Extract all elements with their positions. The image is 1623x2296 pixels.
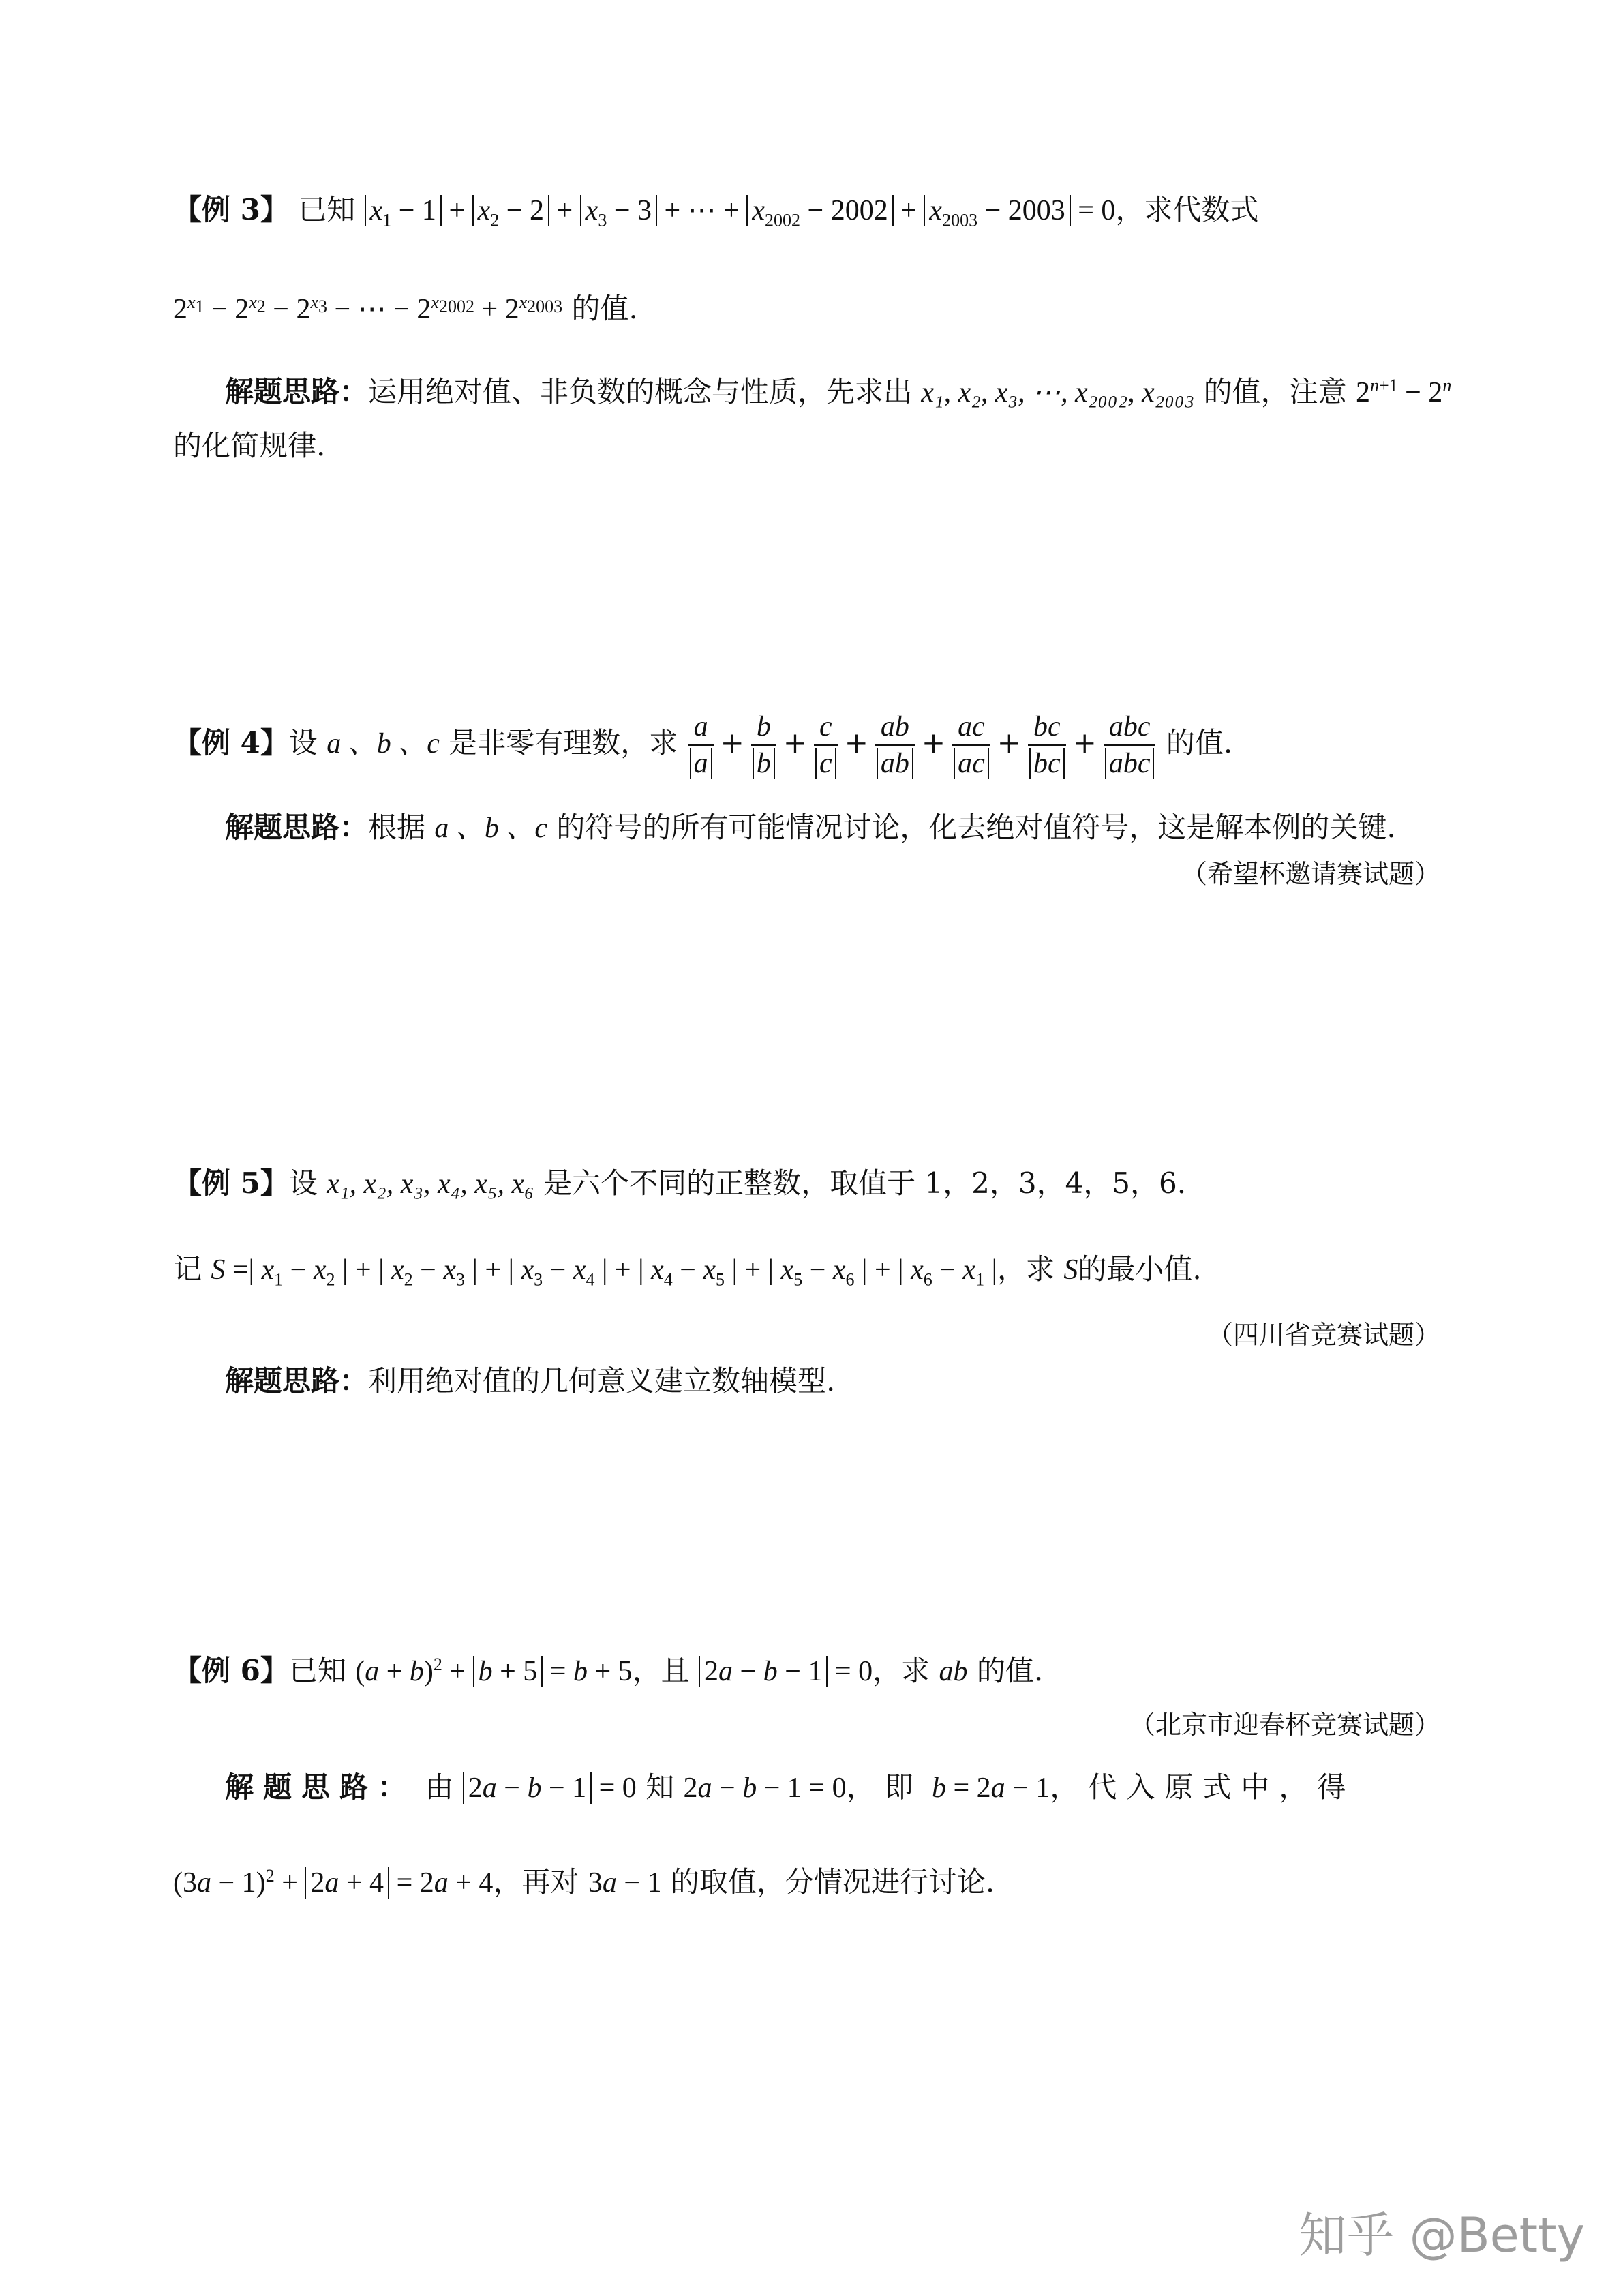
hint-variables: x₁, x₂, x₃, ⋯, x₂₀₀₂, x₂₀₀₃ [921, 377, 1195, 408]
hint-label: 解题思路： [225, 375, 369, 408]
fraction-bc: $\frac{bc}{bc}$ [1028, 709, 1066, 781]
example-5-definition [173, 1249, 1202, 1300]
hint-b: 知 [646, 1770, 675, 1804]
value-text: 的值. [571, 292, 638, 325]
hint-variables: a 、b 、c [434, 813, 548, 844]
example-6-statement [173, 1644, 1043, 1692]
hint-d: ，代入原式中，得 [1050, 1770, 1356, 1804]
hint-equation: 2a − b − 1 = 0 [683, 1772, 847, 1804]
example-5-source: （四川省竞赛试题） [1207, 1320, 1440, 1350]
example-6-hint-line2 [173, 1856, 995, 1903]
power-expression: $2^{x_1} - 2^{x_2} - 2^{x_3}$ − ⋯ − $2^{x_{2002}} + 2^{x_{2003}}$ [173, 292, 563, 325]
fraction-ac: $\frac{ac}{ac}$ [952, 709, 990, 781]
hint-substitution: b = 2a − 1 [931, 1772, 1050, 1804]
hint-text-2: 的符号的所有可能情况讨论，化去绝对值符号，这是解本例的关键. [556, 811, 1396, 844]
line2-b: ，求 [997, 1252, 1055, 1286]
hint-text: 根据 [368, 811, 426, 844]
example-6-tag: 【例 6】 [173, 1654, 289, 1687]
power-difference: $2^{n+1} - 2^n$ [1355, 376, 1452, 408]
line2-c: 的最小值. [1078, 1252, 1202, 1286]
text-b: ，且 [632, 1654, 690, 1687]
example-3-hint-end [173, 425, 325, 466]
example-3-statement [173, 190, 1258, 241]
condition-1: $(a + b)^2 + b + 5 = b + 5$ [355, 1655, 633, 1687]
example-3-hint [225, 365, 1451, 413]
hint-label: 解题思路： [225, 1364, 369, 1398]
hint-text: 利用绝对值的几何意义建立数轴模型. [368, 1364, 836, 1398]
text-a: 已知 [288, 1654, 346, 1687]
variables-x: x₁, x₂, x₃, x₄, x₅, x₆ [327, 1168, 534, 1200]
text-a: 设 [288, 1166, 318, 1200]
hint-condition: 2a − b − 1 = 0 [463, 1772, 637, 1804]
equals-zero: = 0 [1078, 195, 1116, 226]
fraction-c: $\frac{c}{c}$ [814, 709, 838, 781]
example-5-hint [225, 1361, 835, 1402]
example-4-source: （希望杯邀请赛试题） [1181, 859, 1440, 889]
variable-s: S [1063, 1254, 1078, 1286]
derived-equation: $(3a - 1)^2 + 2a + 4 = 2a + 4$ [173, 1866, 494, 1899]
watermark: 知乎 @Betty [1299, 2207, 1585, 2263]
hint-c: ，即 [846, 1770, 923, 1804]
line2-a: 记 [173, 1252, 202, 1286]
variables-abc: a 、b 、c [327, 728, 440, 759]
case-expression: 3a − 1 [588, 1867, 662, 1899]
text-c: 的值. [1166, 726, 1233, 759]
example-3-tag: 【例 3】 [173, 193, 289, 226]
text-b: 是非零有理数，求 [449, 726, 678, 759]
example-5-tag: 【例 5】 [173, 1166, 289, 1200]
hint-end: 的化简规律. [173, 429, 326, 462]
line2-tail-2: 的取值，分情况进行讨论. [670, 1865, 995, 1899]
example-6-source: （北京市迎春杯竞赛试题） [1129, 1710, 1440, 1740]
condition-2: 2a − b − 1 = 0 [699, 1656, 873, 1687]
example-4-hint [225, 807, 1396, 849]
text-d: 的值. [976, 1654, 1044, 1687]
fraction-ab: $\frac{ab}{ab}$ [875, 709, 915, 781]
hint-label: 解题思路： [225, 811, 369, 844]
hint-text: 运用绝对值、非负数的概念与性质，先求出 [368, 375, 913, 408]
text-a: 设 [288, 726, 318, 759]
ask-text: ，求代数式 [1115, 193, 1259, 226]
hint-tail: 的值，注意 [1203, 375, 1347, 408]
example-4-statement: 【例 4】设 a 、b 、c 是非零有理数，求 $\frac{a}{a}$ + $\frac{b}{b}$ + $\frac{c}{c}$ + $\frac{ab}{ab}$ + $\frac{ac}{ac}$ + $\frac{bc}{bc}$ + $\frac{\text{abc}}{\text{abc}}$ 的值. [173, 702, 1232, 785]
fraction-b: $\frac{b}{b}$ [751, 709, 776, 781]
example-6-hint [225, 1767, 1355, 1809]
example-3-expression [173, 282, 638, 330]
example-5-statement [173, 1163, 1186, 1205]
known-text: 已知 [298, 193, 356, 226]
text-b: 是六个不同的正整数，取值于 1，2，3，4，5，6. [543, 1166, 1187, 1200]
line2-tail: ，再对 [493, 1865, 579, 1899]
fraction-abc: $\frac{\text{abc}}{\text{abc}}$ [1104, 709, 1156, 781]
sum-definition: S =| $x_1 - x_2$ | + | $x_2 - x_3$ | + | $x_3 - x_4$ | + | $x_4 - x_5$ | + | $x_5 - x_6$ | + | $x_6 - x_1$ | [211, 1254, 997, 1290]
text-c: ，求 [873, 1654, 930, 1687]
example-4-tag: 【例 4】 [173, 726, 289, 759]
hint-a: 由 [425, 1770, 454, 1804]
fraction-a: $\frac{a}{a}$ [688, 709, 714, 781]
absolute-sum-expression: $x_1 - 1 + x_2 - 2 + x_3 - 3$ + ⋯ + $x_{2002} - 2002 + x_{2003} - 2003$ [365, 195, 1078, 226]
hint-label: 解题思路： [225, 1770, 416, 1804]
variable-ab: ab [939, 1656, 968, 1687]
